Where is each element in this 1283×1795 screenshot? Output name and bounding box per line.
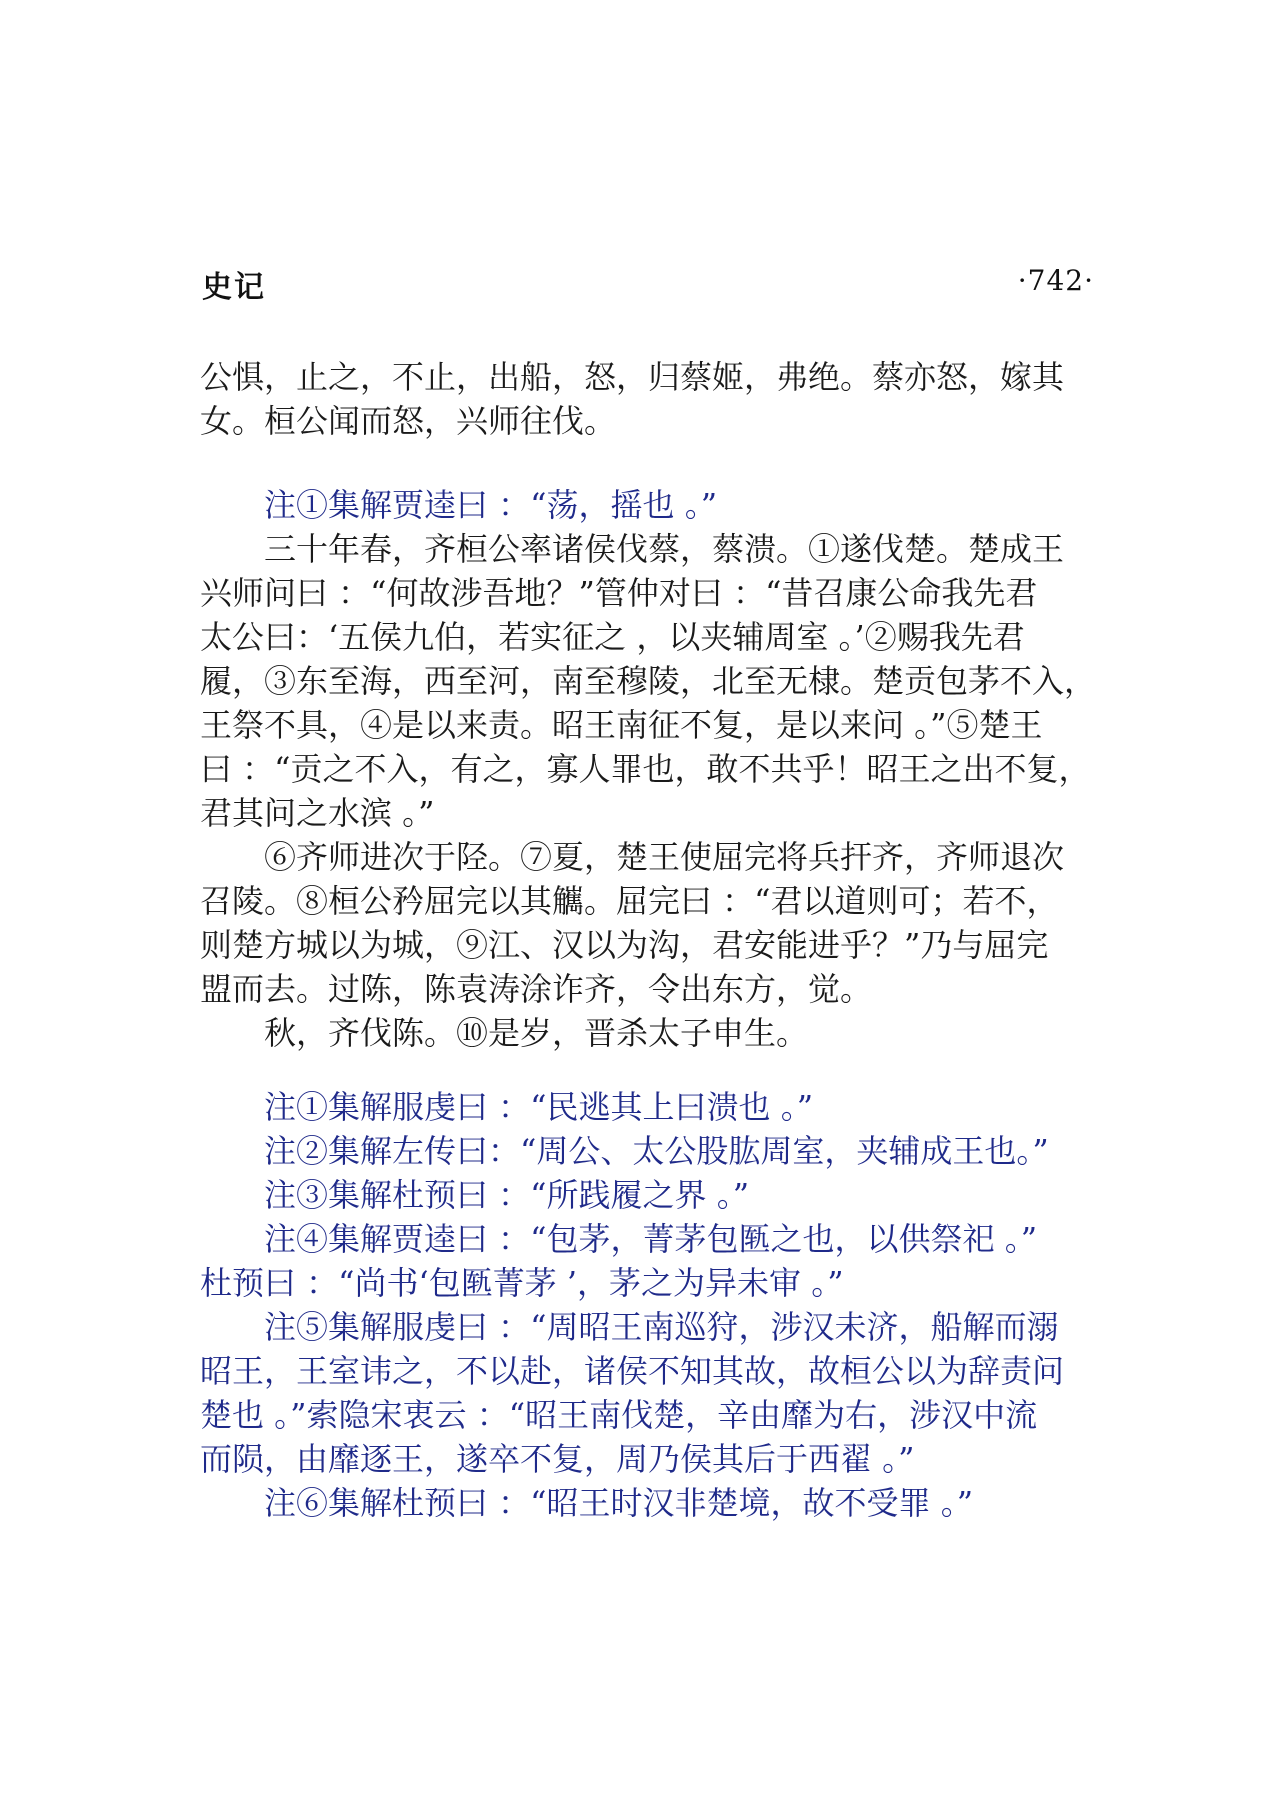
text-line: 女。桓公闻而怒，兴师往伐。: [200, 402, 617, 440]
page-number: ·742·: [1017, 264, 1094, 297]
text-line: 兴师问曰 ：“何故涉吾地？”管仲对曰 ：“昔召康公命我先君: [200, 574, 1038, 612]
text-line: 曰 ：“贡之不入，有之，寡人罪也，敢不共乎！昭王之出不复，: [200, 750, 1091, 788]
main-text-block-2: [200, 483, 1100, 1055]
note-line: 注②集解左传曰：“周公、太公股肱周室，夹辅成王也。”: [264, 1132, 1049, 1170]
text-line: 王祭不具，④是以来责。昭王南征不复，是以来问 。”⑤楚王: [200, 706, 1043, 744]
text-line: 公惧，止之，不止，出船，怒，归蔡姬，弗绝。蔡亦怒，嫁其: [200, 358, 1065, 396]
note-line: 注⑤集解服虔曰 ：“周昭王南巡狩，涉汉未济，船解而溺: [264, 1308, 1059, 1346]
note-line: 杜预曰 ：“尚书‘包匦菁茅 ’，茅之为异未审 。”: [200, 1264, 844, 1302]
page-header: [202, 262, 1094, 312]
note-line: 注⑥集解杜预曰 ：“昭王时汉非楚境，故不受罪 。”: [264, 1484, 974, 1522]
text-line: 太公曰：‘五侯九伯，若实征之 ，以夹辅周室 。’②赐我先君: [200, 618, 1025, 656]
note-line: 注①集解贾逵曰 ：“荡，摇也 。”: [264, 486, 718, 524]
text-line: 盟而去。过陈，陈袁涛涂诈齐，令出东方，觉。: [200, 970, 873, 1008]
text-line: ⑥齐师进次于陉。⑦夏，楚王使屈完将兵扞齐，齐师退次: [264, 838, 1065, 876]
note-line: 注①集解服虔曰 ：“民逃其上曰溃也 。”: [264, 1088, 814, 1126]
note-line: 注④集解贾逵曰 ：“包茅，菁茅包匦之也，以供祭祀 。”: [264, 1220, 1038, 1258]
text-line: 三十年春，齐桓公率诸侯伐蔡，蔡溃。①遂伐楚。楚成王: [264, 530, 1065, 568]
text-line: 君其问之水滨 。”: [200, 794, 435, 832]
note-line: 楚也 。”索隐宋衷云 ：“昭王南伐楚，辛由靡为右，涉汉中流: [200, 1396, 1038, 1434]
notes-block: [200, 1085, 1100, 1525]
note-line: 昭王，王室讳之，不以赴，诸侯不知其故，故桓公以为辞责问: [200, 1352, 1065, 1390]
note-line: 注③集解杜预曰 ：“所践履之界 。”: [264, 1176, 750, 1214]
text-line: 秋，齐伐陈。⑩是岁，晋杀太子申生。: [264, 1014, 809, 1052]
note-line: 而陨，由靡逐王，遂卒不复，周乃侯其后于西翟 。”: [200, 1440, 915, 1478]
book-title: 史记: [202, 270, 266, 305]
text-line: 召陵。⑧桓公矜屈完以其觽。屈完曰 ：“君以道则可；若不，: [200, 882, 1059, 920]
text-line: 则楚方城以为城，⑨江、汉以为沟，君安能进乎？”乃与屈完: [200, 926, 1049, 964]
text-line: 履，③东至海，西至河，南至穆陵，北至无棣。楚贡包茅不入，: [200, 662, 1097, 700]
main-text-block-1: [200, 355, 1100, 443]
